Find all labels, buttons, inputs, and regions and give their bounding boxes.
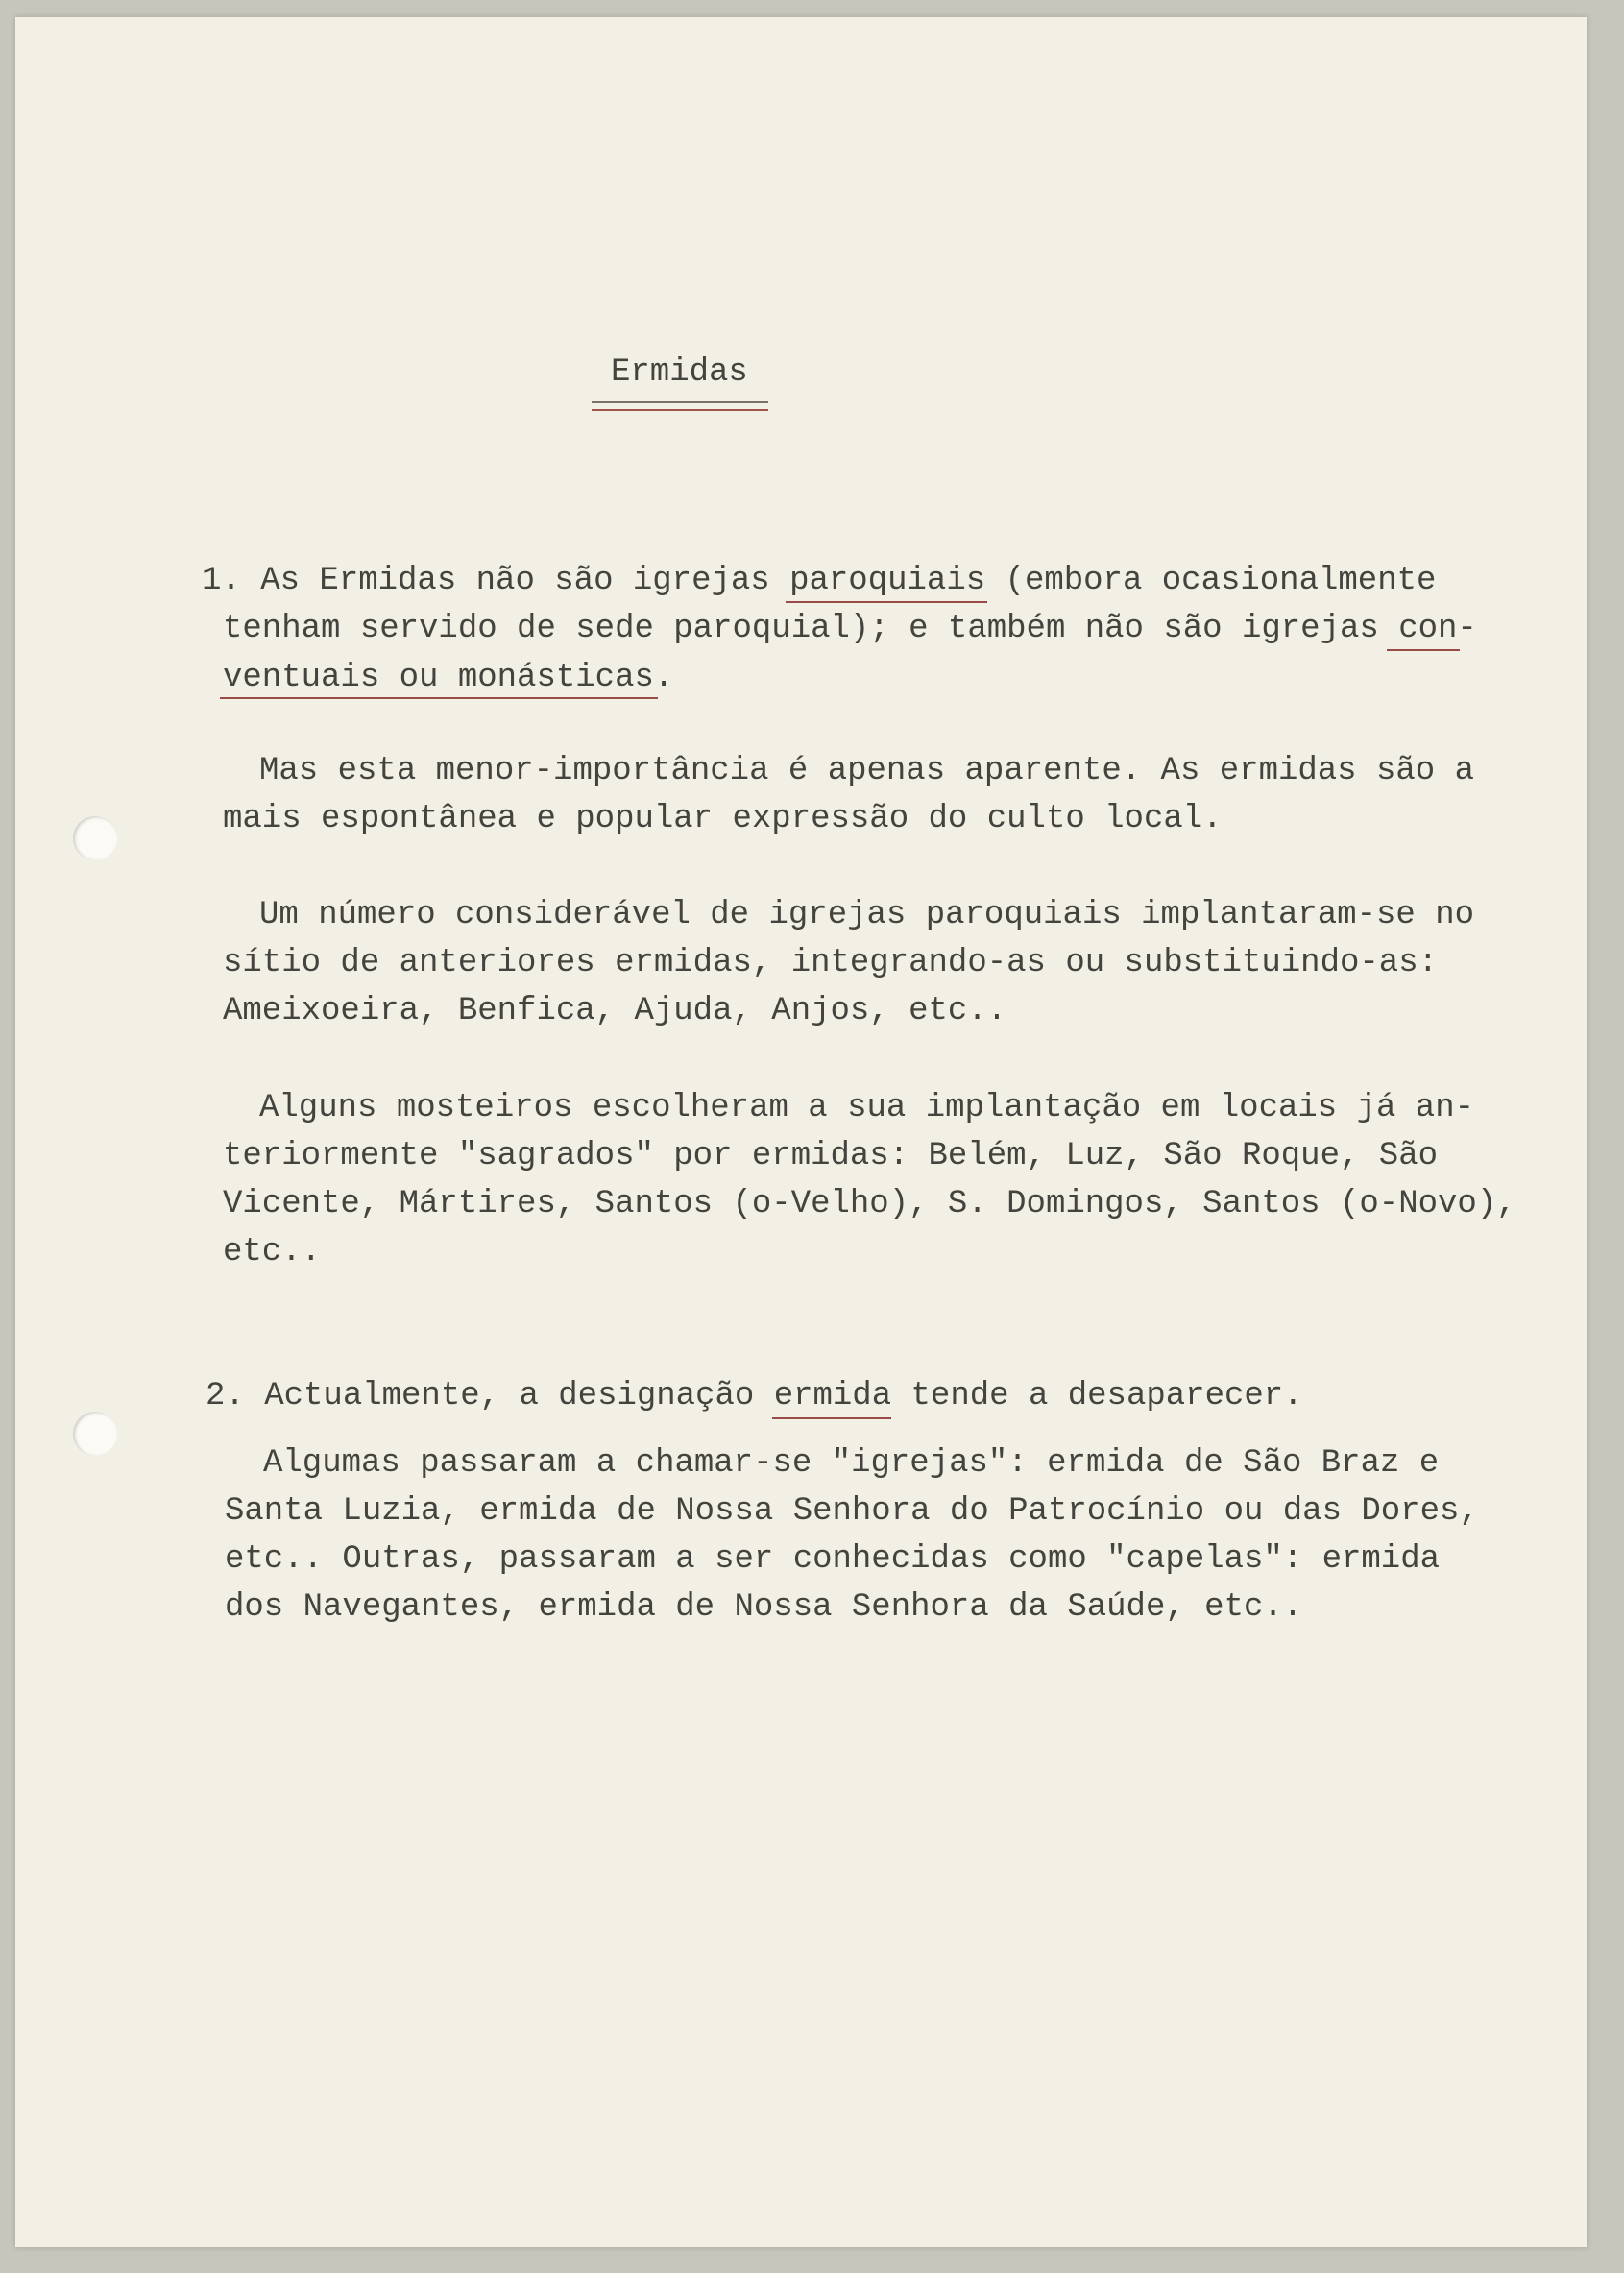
paragraph-6-line-3: etc.. Outras, passaram a ser conhecidas como "capelas": ermida <box>225 1541 1441 1578</box>
paragraph-3-line-2: sítio de anteriores ermidas, integrando-as ou substituindo-as: <box>223 945 1439 981</box>
typewritten-page <box>15 17 1587 2247</box>
section-2-line-1: 2. Actualmente, a designação ermida tende a desaparecer. <box>206 1378 1303 1415</box>
paragraph-3-line-1: Um número considerável de igrejas paroquiais implantaram-se no <box>259 897 1475 933</box>
punch-hole-top <box>73 816 117 860</box>
title-underline-2 <box>592 409 768 411</box>
section-1-line-1: 1. As Ermidas não são igrejas paroquiais (embora ocasionalmente <box>202 563 1437 599</box>
section-1-line-3: ventuais ou monásticas. <box>223 660 674 696</box>
paragraph-4-line-2: teriormente "sagrados" por ermidas: Belém, Luz, São Roque, São <box>223 1138 1439 1174</box>
punch-hole-bottom <box>73 1412 117 1456</box>
paragraph-6-line-2: Santa Luzia, ermida de Nossa Senhora do Patrocínio ou das Dores, <box>225 1493 1479 1530</box>
title-underline-1 <box>592 401 768 403</box>
paragraph-6-line-1: Algumas passaram a chamar-se "igrejas": ermida de São Braz e <box>263 1445 1440 1482</box>
paragraph-4-line-1: Alguns mosteiros escolheram a sua implantação em locais já an- <box>259 1090 1475 1126</box>
paragraph-6-line-4: dos Navegantes, ermida de Nossa Senhora da Saúde, etc.. <box>225 1589 1303 1626</box>
underline-conventuais-monasticas <box>220 697 658 699</box>
underline-con <box>1387 649 1460 651</box>
paragraph-4-line-3: Vicente, Mártires, Santos (o-Velho), S. Domingos, Santos (o-Novo), <box>223 1186 1516 1222</box>
paragraph-2-line-2: mais espontânea e popular expressão do culto local. <box>223 801 1223 837</box>
section-1-line-2: tenham servido de sede paroquial); e também não são igrejas con- <box>223 611 1477 647</box>
paragraph-3-line-3: Ameixoeira, Benfica, Ajuda, Anjos, etc.. <box>223 993 1007 1029</box>
paragraph-4-line-4: etc.. <box>223 1234 322 1270</box>
paragraph-2-line-1: Mas esta menor-importância é apenas aparente. As ermidas são a <box>259 753 1475 789</box>
underline-ermida <box>772 1417 891 1419</box>
page-title: Ermidas <box>611 354 748 391</box>
underline-paroquiais <box>786 601 987 603</box>
